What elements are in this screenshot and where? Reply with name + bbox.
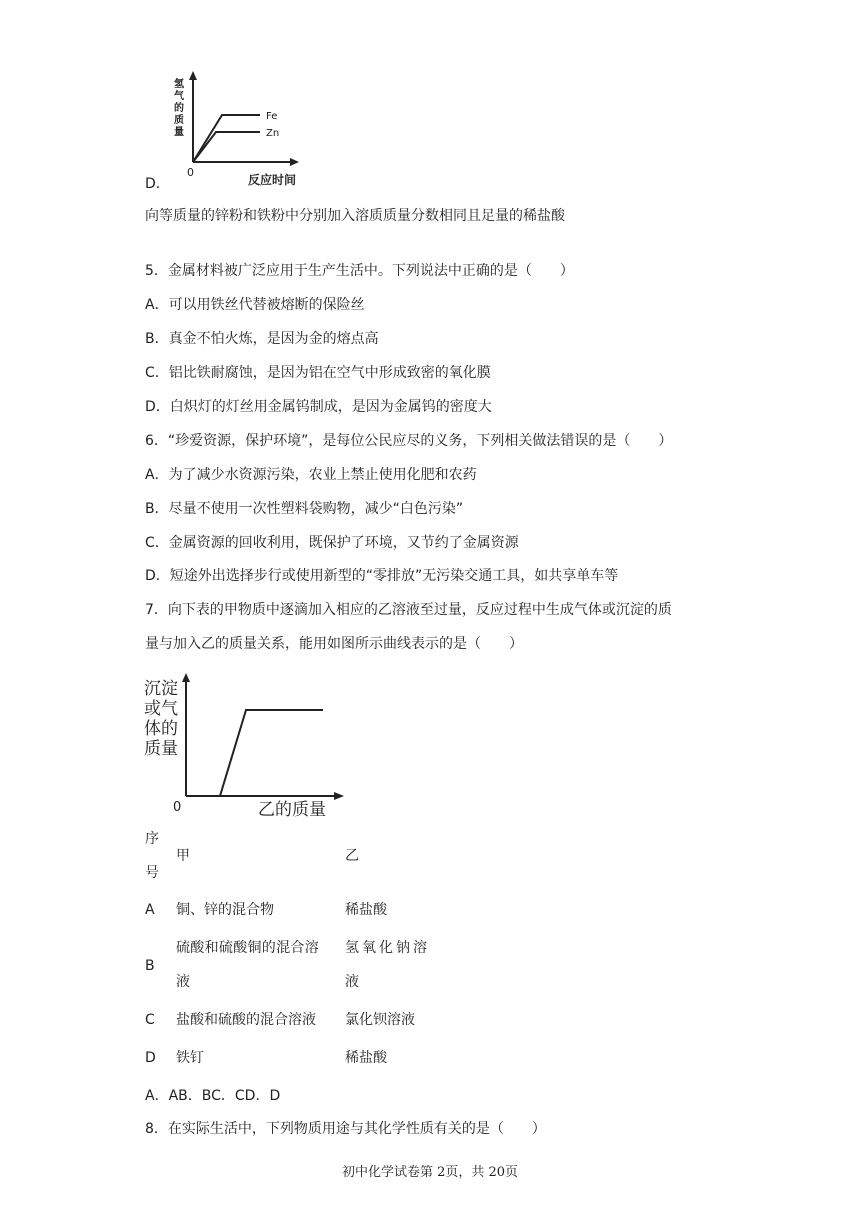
row-d-yi: 稀盐酸: [345, 1050, 387, 1066]
ylabel-line: 沉淀: [144, 679, 178, 699]
q6-option-b: B．尽量不使用一次性塑料袋购物，减少“白色污染”: [145, 501, 464, 517]
figure-d-graph: [160, 68, 300, 188]
q6-stem: 6．“珍爱资源，保护环境”，是每位公民应尽的义务，下列相关做法错误的是（ ）: [145, 433, 673, 449]
origin-label: 0: [173, 800, 182, 815]
q6-option-c: C．金属资源的回收利用，既保护了环境，又节约了金属资源: [145, 535, 519, 551]
xlabel: 乙的质量: [258, 800, 326, 820]
fe-curve: [193, 115, 260, 162]
x-axis-arrow: [290, 158, 299, 166]
y-axis-arrow: [182, 673, 190, 682]
row-c-seq: C: [145, 1012, 155, 1028]
page-footer: 初中化学试卷第 2页，共 20页: [341, 1165, 519, 1180]
ylabel-line: 或气: [144, 699, 178, 719]
q5-option-c: C．铝比铁耐腐蚀，是因为铝在空气中形成致密的氧化膜: [145, 365, 491, 381]
ylabel-char: 量: [174, 127, 184, 138]
d-caption: 向等质量的锌粉和铁粉中分别加入溶质质量分数相同且足量的稀盐酸: [145, 208, 565, 224]
row-b-jia-line2: 液: [176, 974, 190, 990]
q7-stem-line1: 7．向下表的甲物质中逐滴加入相应的乙溶液至过量，反应过程中生成气体或沉淀的质: [145, 602, 672, 618]
row-a-jia: 铜、锌的混合物: [176, 902, 274, 918]
q5-option-d: D．白炽灯的灯丝用金属钨制成，是因为金属钨的密度大: [145, 399, 492, 415]
header-yi: 乙: [345, 848, 359, 864]
row-b-seq: B: [145, 958, 155, 974]
ylabel-char: 氢: [174, 79, 184, 90]
q7-graph: [140, 668, 350, 818]
x-axis-arrow: [334, 792, 344, 800]
header-jia: 甲: [176, 848, 190, 864]
q7-stem-line2: 量与加入乙的质量关系，能用如图所示曲线表示的是（ ）: [145, 636, 523, 652]
row-c-yi: 氯化钡溶液: [345, 1012, 415, 1028]
q5-stem: 5．金属材料被广泛应用于生产生活中。下列说法中正确的是（ ）: [145, 263, 574, 279]
y-axis-arrow: [189, 71, 197, 80]
xlabel: 反应时间: [248, 173, 297, 187]
header-seq-line2: 号: [145, 865, 159, 881]
ylabel-char: 质: [174, 115, 184, 126]
row-b-jia-line1: 硫酸和硫酸铜的混合溶: [176, 940, 319, 956]
fe-label: Fe: [266, 111, 278, 122]
zn-label: Zn: [266, 128, 280, 139]
figure-d-option-label: D.: [145, 176, 161, 192]
header-seq-line1: 序: [145, 831, 159, 847]
origin-label: 0: [187, 166, 194, 179]
row-d-jia: 铁钉: [176, 1050, 204, 1066]
row-d-seq: D: [145, 1050, 156, 1066]
row-c-jia: 盐酸和硫酸的混合溶液: [176, 1012, 316, 1028]
ylabel-line: 体的: [144, 719, 178, 739]
ylabel-char: 气: [174, 91, 184, 102]
row-b-yi-line1: 氢氧化钠溶: [345, 940, 430, 956]
q7-answer-options: A．AB．BC．CD．D: [145, 1088, 281, 1104]
row-b-yi-line2: 液: [345, 974, 359, 990]
q6-option-d: D．短途外出选择步行或使用新型的“零排放”无污染交通工具，如共享单车等: [145, 568, 619, 584]
ylabel-char: 的: [174, 103, 184, 114]
row-a-yi: 稀盐酸: [345, 902, 387, 918]
q6-option-a: A．为了减少水资源污染，农业上禁止使用化肥和农药: [145, 467, 477, 483]
mass-curve: [220, 710, 323, 796]
ylabel-line: 质量: [144, 739, 178, 759]
q5-option-a: A．可以用铁丝代替被熔断的保险丝: [145, 297, 365, 313]
row-a-seq: A: [145, 902, 155, 918]
q5-option-b: B．真金不怕火炼，是因为金的熔点高: [145, 331, 379, 347]
q8-stem: 8．在实际生活中，下列物质用途与其化学性质有关的是（ ）: [145, 1121, 546, 1137]
